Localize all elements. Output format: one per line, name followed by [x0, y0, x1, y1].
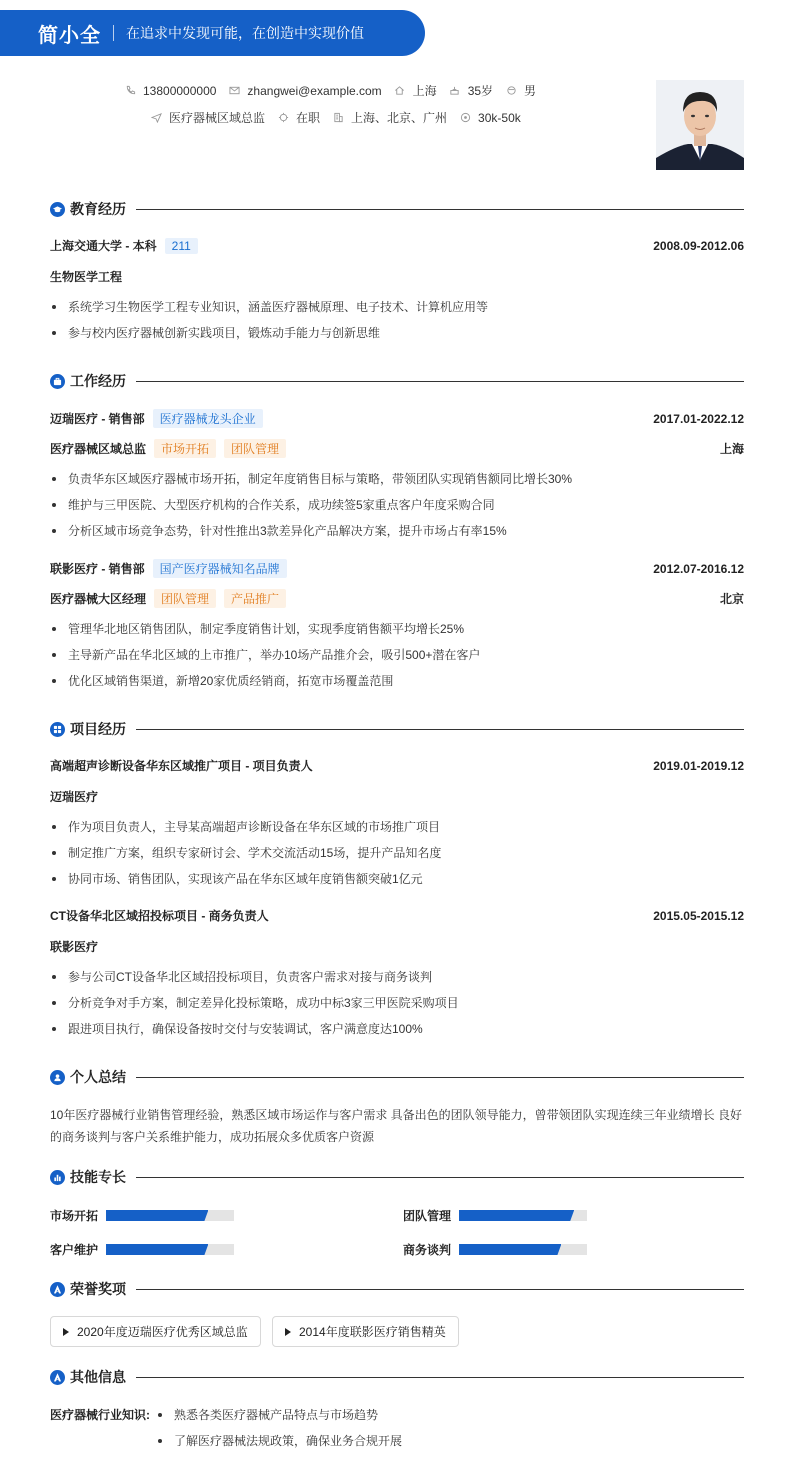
section-divider [136, 1177, 744, 1178]
project-name: 高端超声诊断设备华东区域推广项目 - 项目负责人 [50, 759, 313, 773]
project-org: 联影医疗 [50, 940, 99, 954]
award-text: 2020年度迈瑞医疗优秀区域总监 [77, 1325, 248, 1339]
phone-item [124, 84, 216, 98]
award-icon [50, 1282, 65, 1297]
skill-bar [459, 1244, 587, 1255]
building-icon [332, 112, 344, 124]
other-title: 其他信息 [70, 1369, 126, 1385]
other-section-header [50, 1367, 744, 1387]
gender-icon [505, 85, 517, 97]
award-item [50, 1316, 261, 1347]
list-item: 主导新产品在华北区域的上市推广，举办10场产品推介会，吸引500+潜在客户 [50, 646, 480, 663]
skill-name: 客户维护 [50, 1243, 99, 1257]
skill-bar [106, 1210, 234, 1221]
salary-text: 30k-50k [478, 110, 521, 125]
work-date: 2012.07-2016.12 [653, 561, 744, 576]
section-divider [136, 729, 744, 730]
projects-title: 项目经历 [70, 721, 126, 737]
skills-title: 技能专长 [70, 1169, 126, 1185]
home-icon [394, 85, 406, 97]
list-item: 协同市场、销售团队，实现该产品在华东区域年度销售额突破1亿元 [50, 870, 423, 887]
skill-item [50, 1241, 234, 1258]
list-item: 维护与三甲医院、大型医疗机构的合作关系，成功续签5家重点客户年度采购合同 [50, 496, 495, 513]
list-item: 优化区域销售渠道，新增20家优质经销商，拓宽市场覆盖范围 [50, 672, 393, 689]
email-text: zhangwei@example.com [247, 83, 382, 98]
work-title: 工作经历 [70, 373, 126, 389]
status-text: 在职 [296, 111, 321, 125]
summary-text: 10年医疗器械行业销售管理经验，熟悉区域市场运作与客户需求 具备出色的团队领导能力，曾带领团队实现连续三年业绩增长 良好的商务谈判与客户关系维护能力，成功拓展众多优质客户资源 [50, 1108, 743, 1144]
summary-title: 个人总结 [70, 1069, 126, 1085]
age-text: 35岁 [467, 84, 494, 98]
work-location: 北京 [719, 592, 744, 606]
skill-bar-fill [106, 1244, 208, 1255]
phone-text: 13800000000 [143, 83, 217, 98]
phone-icon [124, 85, 136, 97]
list-item: 分析区域市场竞争态势，针对性推出3款差异化产品解决方案，提升市场占有率15% [50, 522, 507, 539]
email-item [228, 84, 381, 98]
summary-section-header [50, 1067, 744, 1087]
list-item: 跟进项目执行，确保设备按时交付与安装调试，客户满意度达100% [50, 1020, 423, 1037]
money-icon [459, 112, 471, 124]
skill-name: 商务谈判 [403, 1243, 452, 1257]
project-org: 迈瑞医疗 [50, 790, 99, 804]
work-role-row [50, 589, 744, 608]
user-icon [50, 1070, 65, 1085]
role-tag: 产品推广 [224, 589, 286, 608]
city-item [394, 82, 437, 99]
gender-text: 男 [524, 84, 537, 98]
avatar [656, 80, 744, 170]
skill-item [403, 1241, 587, 1258]
target-cities-item [332, 109, 447, 126]
candidate-motto: 在追求中发现可能，在创造中实现价值 [126, 25, 364, 41]
project-entry-header [50, 757, 744, 774]
grid-icon [50, 722, 65, 737]
education-title: 教育经历 [70, 201, 126, 217]
status-item [277, 109, 320, 126]
company-tag: 医疗器械龙头企业 [153, 409, 263, 428]
company-name: 迈瑞医疗 - 销售部 [50, 412, 145, 426]
list-item: 参与公司CT设备华北区域招投标项目，负责客户需求对接与商务谈判 [50, 968, 432, 985]
role-tag: 团队管理 [154, 589, 216, 608]
work-location: 上海 [719, 442, 744, 456]
role-name: 医疗器械大区经理 [50, 592, 147, 606]
list-item: 分析竞争对手方案，制定差异化投标策略，成功中标3家三甲医院采购项目 [50, 994, 459, 1011]
role-name: 医疗器械区域总监 [50, 442, 147, 456]
basic-info-row-1 [124, 82, 548, 99]
skill-item [403, 1207, 587, 1224]
list-item: 系统学习生物医学工程专业知识，涵盖医疗器械原理、电子技术、计算机应用等 [50, 298, 488, 315]
project-entry-header [50, 907, 744, 924]
work-section-header [50, 371, 744, 391]
role-tag: 团队管理 [224, 439, 286, 458]
skill-name: 团队管理 [403, 1209, 452, 1223]
position-text: 医疗器械区域总监 [169, 111, 266, 125]
play-icon [63, 1328, 69, 1336]
bar-chart-icon [50, 1170, 65, 1185]
education-section-header [50, 199, 744, 219]
list-item: 负责华东区域医疗器械市场开拓，制定年度销售目标与策略，带领团队实现销售额同比增长30% [50, 470, 572, 487]
skill-bar [459, 1210, 587, 1221]
awards-section-header [50, 1279, 744, 1299]
status-icon [277, 112, 289, 124]
list-item: 参与校内医疗器械创新实践项目，锻炼动手能力与创新思维 [50, 324, 380, 341]
project-name: CT设备华北区域招投标项目 - 商务负责人 [50, 909, 269, 923]
skill-item [50, 1207, 234, 1224]
school-tag: 211 [165, 238, 198, 254]
company-name: 联影医疗 - 销售部 [50, 562, 145, 576]
role-tag: 市场开拓 [154, 439, 216, 458]
city-text: 上海 [412, 84, 437, 98]
skills-section-header [50, 1167, 744, 1187]
skill-bar-fill [459, 1244, 561, 1255]
briefcase-icon [50, 374, 65, 389]
position-item [150, 109, 265, 126]
skill-bar-fill [106, 1210, 208, 1221]
gender-item [505, 82, 536, 99]
education-entry-header [50, 237, 744, 254]
target-cities-text: 上海、北京、广州 [351, 111, 448, 125]
list-item: 熟悉各类医疗器械产品特点与市场趋势 [158, 1406, 378, 1423]
section-divider [136, 1377, 744, 1378]
play-icon [285, 1328, 291, 1336]
major-name: 生物医学工程 [50, 270, 123, 284]
skill-name: 市场开拓 [50, 1209, 99, 1223]
awards-title: 荣誉奖项 [70, 1281, 126, 1297]
skill-bar-fill [459, 1210, 574, 1221]
list-item: 作为项目负责人，主导某高端超声诊断设备在华东区域的市场推广项目 [50, 818, 440, 835]
cake-icon [449, 85, 461, 97]
section-divider [136, 1077, 744, 1078]
list-item: 了解医疗器械法规政策，确保业务合规开展 [158, 1432, 402, 1449]
section-divider [136, 209, 744, 210]
award-item [272, 1316, 459, 1347]
graduation-cap-icon [50, 202, 65, 217]
age-item [449, 82, 493, 99]
mail-icon [228, 85, 240, 97]
other-label: 医疗器械行业知识: [50, 1408, 150, 1422]
school-name: 上海交通大学 - 本科 [50, 239, 157, 253]
work-entry-header [50, 559, 744, 578]
candidate-name: 简小全 [38, 24, 101, 47]
work-date: 2017.01-2022.12 [653, 411, 744, 426]
header-banner [0, 10, 425, 56]
award-text: 2014年度联影医疗销售精英 [299, 1325, 446, 1339]
project-date: 2019.01-2019.12 [653, 758, 744, 773]
list-item: 管理华北地区销售团队，制定季度销售计划，实现季度销售额平均增长25% [50, 620, 464, 637]
info-a-icon [50, 1370, 65, 1385]
company-tag: 国产医疗器械知名品牌 [153, 559, 287, 578]
projects-section-header [50, 719, 744, 739]
skill-bar [106, 1244, 234, 1255]
salary-item [459, 111, 521, 125]
education-date: 2008.09-2012.06 [653, 238, 744, 253]
send-icon [150, 112, 162, 124]
project-date: 2015.05-2015.12 [653, 908, 744, 923]
section-divider [136, 1289, 744, 1290]
header-divider [113, 25, 114, 41]
section-divider [136, 381, 744, 382]
work-entry-header [50, 409, 744, 428]
work-role-row [50, 439, 744, 458]
list-item: 制定推广方案，组织专家研讨会、学术交流活动15场，提升产品知名度 [50, 844, 441, 861]
basic-info-row-2 [150, 109, 533, 126]
